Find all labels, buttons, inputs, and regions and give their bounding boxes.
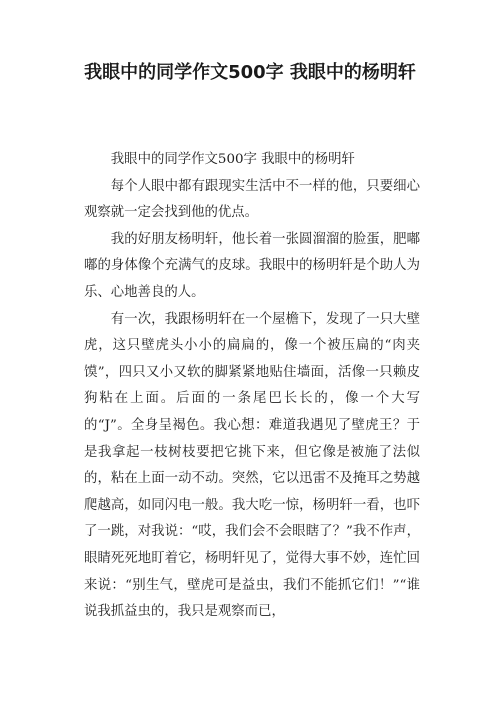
paragraph-friend: 我的好朋友杨明轩，他长着一张圆溜溜的脸蛋，肥嘟嘟的身体像个充满气的皮球。我眼中的杨明轩是个助人为乐、心地善良的人。 <box>84 231 420 300</box>
paragraph-intro: 每个人眼中都有跟现实生活中不一样的他，只要细心观察就一定会找到他的优点。 <box>84 178 420 221</box>
document-title: 我眼中的同学作文500字 我眼中的杨明轩 <box>84 62 416 83</box>
paragraph-story: 有一次，我跟杨明轩在一个屋檐下，发现了一只大壁虎，这只壁虎头小小的扁扁的，像一个被压扁的“肉夹馍”，四只又小又软的脚紧紧地贴住墙面，活像一只赖皮狗粘在上面。后面的一条尾巴长长的，像一个大写的“J”。全身呈褐色。我心想：难道我遇见了壁虎王？于是我拿起一枝树枝要把它挑下来，但它像是被施了法似的，粘在上面一动不动。突然，它以迅雷不及掩耳之势越爬越高，如同闪电一般。我大吃一惊，杨明轩一看，也吓了一跳，对我说：“哎，我们会不会眼瞎了？”我不作声，眼睛死死地盯着它，杨明轩见了，觉得大事不妙，连忙回来说：“别生气，壁虎可是益虫，我们不能抓它们！”“谁说我抓益虫的，我只是观察而已， <box>84 311 420 620</box>
paragraph-heading: 我眼中的同学作文500字 我眼中的杨明轩 <box>110 152 355 167</box>
document-body <box>84 147 420 626</box>
